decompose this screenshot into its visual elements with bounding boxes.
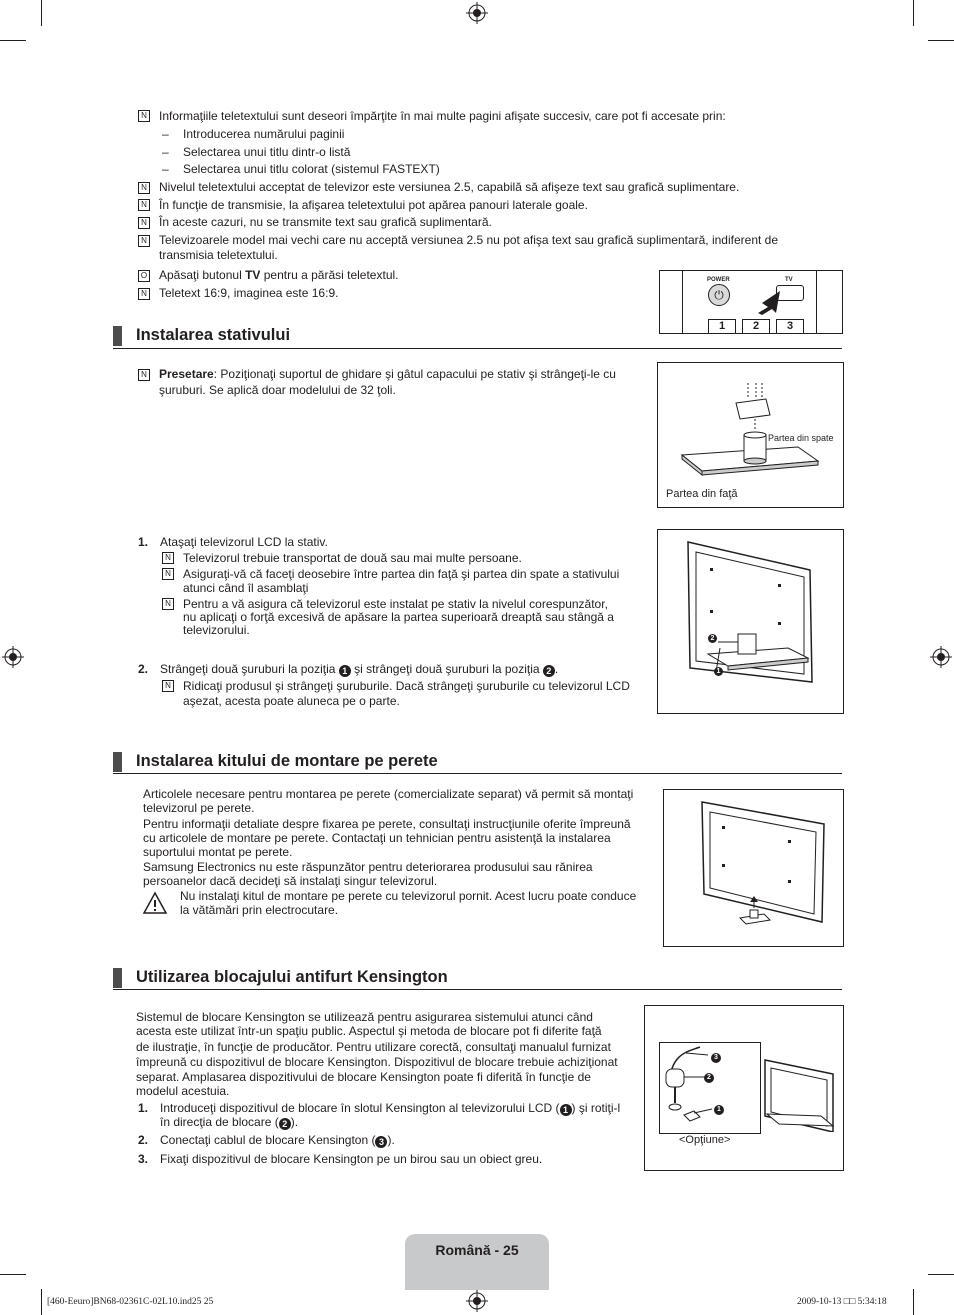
step-part: ). [290,1115,299,1129]
label-back: Partea din spate [768,433,834,443]
marker-1: 1 [714,1105,724,1115]
footer-filename: [460-Eeuro]BN68-02361C-02L10.ind25 25 [47,1297,214,1307]
note-exit-post: pentru a părăsi teletextul. [260,268,399,282]
step1-text: Ataşaţi televizorul LCD la stativ. [160,535,328,549]
registration-mark-icon [466,1290,488,1312]
note-exit-pre: Apăsaţi butonul [159,268,246,282]
tv-back-illustration [761,1052,841,1132]
remote-key: 3 [776,319,804,334]
kensington-p: Sistemul de blocare Kensington se utilizează pentru asigurarea sistemului atunci când [136,1010,593,1024]
heading-kensington: Utilizarea blocajului antifurt Kensington [136,968,448,986]
registration-mark-icon [930,646,952,668]
wall-p1-cont: televizorul pe perete. [143,801,255,815]
wall-p1: Articolele necesare pentru montarea pe perete (comercializate separat) vă permit să montaţi [143,787,634,801]
step2-note-cont: aşezat, acesta poate aluneca pe o parte. [183,694,400,708]
marker-3: 3 [711,1053,721,1063]
heading-wall: Instalarea kitului de montare pe perete [136,752,438,770]
wall-p2: Pentru informaţii detaliate despre fixarea pe perete, consultaţi instrucţiunile oferite împreună [143,817,631,831]
note-icon: N [138,288,150,300]
marker-3: 3 [375,1136,387,1148]
step1-note-b: Asiguraţi-vă că faceţi deosebire între partea din faţă şi partea din spate a stativului [183,567,620,581]
hand-note-icon: O [138,270,150,282]
power-icon: ⏻ [708,284,730,306]
crop-mark [41,0,42,26]
wall-warning: Nu instalaţi kitul de montare pe perete cu televizorul pornit. Acest lucru poate conduce [180,889,637,903]
marker-2: 2 [543,665,555,677]
note-older-cont: transmisia teletextului. [159,248,278,262]
heading-rule [113,348,842,349]
step-number: 3. [138,1152,149,1166]
crop-mark [913,1289,914,1315]
step-number: 2. [138,662,149,676]
preset-line-2: şuruburi. Se aplică doar modelului de 32 ţoli. [159,383,396,397]
crop-mark [928,1274,954,1275]
teletext-option: Selectarea unui titlu dintr-o listă [183,145,351,159]
marker-1: 1 [714,667,723,676]
step-part: în direcţia de blocare ( [160,1115,279,1129]
note-panels: În funcţie de transmisie, la afişarea teletextului pot apărea panouri laterale goale. [159,198,588,212]
note-version: Nivelul teletextului acceptat de televizor este versiunea 2.5, capabilă să afişeze text sau grafică suplimentare. [159,180,740,194]
marker-1: 1 [560,1104,572,1116]
marker-2: 2 [704,1073,714,1083]
wall-mount-illustration [664,790,843,946]
preset-label: Presetare [159,367,214,381]
wall-p3: Samsung Electronics nu este răspunzător pentru deteriorarea produsului sau rănirea [143,860,593,874]
crop-mark [913,0,914,26]
note-169: Teletext 16:9, imaginea este 16:9. [159,286,339,300]
remote-key: 1 [708,319,736,334]
step-number: 2. [138,1133,149,1147]
note-icon: N [138,110,150,122]
marker-2: 2 [279,1118,291,1130]
step1-note-a: Televizorul trebuie transportat de două sau mai multe persoane. [183,551,522,565]
page-number-tab [405,1234,549,1290]
warning-icon [143,891,167,915]
heading-bar [113,752,122,772]
step1-note-c-cont2: televizorului. [183,623,250,637]
crop-mark [0,40,26,41]
remote-tv-label: TV [785,277,793,283]
step2-part: Strângeţi două şuruburi la poziţia [160,662,339,676]
note-icon: N [162,598,174,610]
stand-diagram [657,362,844,508]
step1-note-c-cont: nu aplicaţi o forţă excesivă de apăsare la partea superioară dreaptă sau stângă a [183,610,614,624]
step1-note-c: Pentru a vă asigura că televizorul este instalat pe stativ la nivelul corespunzător, [183,597,608,611]
step2-part: . [554,662,559,676]
kensington-step1-cont [160,1115,298,1130]
crop-mark [41,1289,42,1315]
note-icon: N [138,369,150,381]
note-icon: N [138,182,150,194]
tv-stand-illustration [658,530,843,713]
kensington-step2 [160,1133,395,1148]
note-older: Televizoarele model mai vechi care nu acceptă versiunea 2.5 nu pot afişa text sau grafică suplimentară, indiferent de [159,233,779,247]
preset-line: : Poziţionaţi suportul de ghidare şi gâtul capacului pe stativ şi strângeţi-le cu [213,367,616,381]
heading-rule [113,773,842,774]
heading-bar [113,968,122,988]
registration-mark-icon [466,2,488,24]
step-part: Introduceţi dispozitivul de blocare în slotul Kensington al televizorului LCD ( [160,1101,560,1115]
note-exit-tv: TV [245,268,261,282]
kensington-step3: Fixaţi dispozitivul de blocare Kensington pe un birou sau un obiect greu. [160,1152,543,1166]
pointer-arrow-icon [754,289,784,315]
note-icon: N [138,217,150,229]
remote-power-label: POWER [707,277,730,283]
kensington-p: separat. Amplasarea dispozitivului de blocare Kensington poate fi diferită în funcţie de [136,1070,591,1084]
note-icon: N [162,568,174,580]
label-front: Partea din faţă [666,488,738,500]
note-exit [159,268,399,282]
note-icon: N [138,199,150,211]
teletext-intro: Informaţiile teletextului sunt deseori împărţite în mai multe pagini afişate succesiv, care pot fi accesate prin: [159,109,726,123]
marker-2: 2 [708,634,717,643]
step2-part: şi strângeţi două şuruburi la poziţia [350,662,543,676]
note-icon: N [138,235,150,247]
wall-mount-diagram [663,789,844,947]
crop-mark [0,1274,26,1275]
wall-warning-cont: la vătămări prin electrocutare. [180,903,339,917]
kensington-p: împreună cu dispozitivul de blocare Kensington. Dispozitivul de blocare trebuie achiziţionat [136,1055,618,1069]
kensington-p: acesta este utilizat într-un spaţiu public. Aspectul şi metoda de blocare pot fi diferite faţă [136,1024,602,1038]
crop-mark [928,40,954,41]
dash-bullet: – [162,127,169,141]
tv-on-stand-diagram [657,529,844,714]
note-cases: În aceste cazuri, nu se transmite text sau grafică suplimentară. [159,215,492,229]
step-part: ). [387,1133,395,1147]
teletext-option: Introducerea numărului paginii [183,127,345,141]
wall-p3-cont: persoanelor dacă decideţi să instalaţi singur televizorul. [143,874,438,888]
note-icon: N [162,680,174,692]
kensington-lock-illustration [660,1043,760,1133]
heading-rule [113,989,842,990]
heading-stand: Instalarea stativului [136,326,291,344]
heading-bar [113,326,122,346]
step1-note-b-cont: atunci când îl asamblaţi [183,581,309,595]
kensington-step1 [160,1101,620,1116]
step-part: Conectaţi cablul de blocare Kensington ( [160,1133,376,1147]
lock-detail-box [659,1042,761,1134]
remote-illustration [659,270,843,334]
kensington-p: de ilustraţie, în funcţie de producător. Pentru utilizare corectă, consultaţi manualul furnizat [136,1040,611,1054]
wall-p2-cont: cu articolele de montare pe perete. Contactaţi un tehnician pentru asistenţă la instalarea [143,831,611,845]
kensington-p: modelul acestuia. [136,1084,230,1098]
step2-text [160,662,558,677]
step-part: ) şi rotiţi-l [571,1101,621,1115]
dash-bullet: – [162,162,169,176]
preset-text [159,367,616,381]
step2-note: Ridicaţi produsul şi strângeţi şuruburile. Dacă strângeţi şuruburile cu televizorul LCD [183,679,630,693]
dash-bullet: – [162,145,169,159]
remote-key: 2 [742,319,770,334]
step-number: 1. [138,535,149,549]
registration-mark-icon [2,646,24,668]
wall-p2-cont2: suportului montat pe perete. [143,845,293,859]
footer-date: 2009-10-13 □□ 5:34:18 [797,1297,887,1307]
page-number: Română - 25 [435,1242,519,1258]
kensington-diagram [644,1005,844,1171]
step-number: 1. [138,1101,149,1115]
marker-1: 1 [339,665,351,677]
note-icon: N [162,552,174,564]
option-label: <Opţiune> [679,1134,731,1146]
teletext-option: Selectarea unui titlu colorat (sistemul FASTEXT) [183,162,440,176]
